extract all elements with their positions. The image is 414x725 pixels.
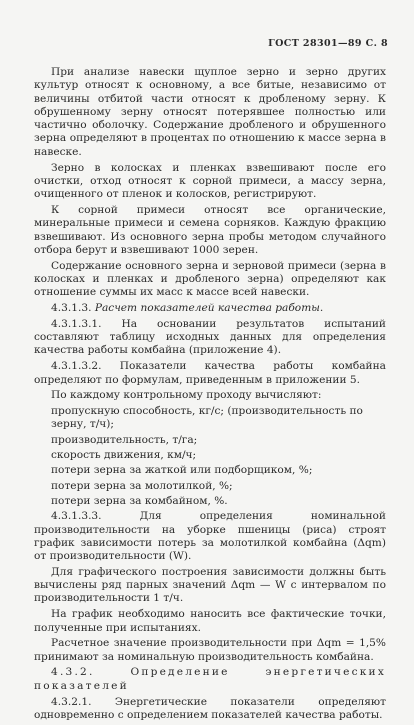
paragraph-sample-analysis: При анализе навески щуплое зерно и зерно других культур относят к основному, а все битые, независимо от величины отбитой части относят к дробленому зерну. К обрушенному зерну относят потерявшее полностью или частично оболочку. Содержание дробленого и обрушенного зерна определяют в процентах по отношению к массе зерна в навеске. [34, 66, 386, 158]
paragraph-control-pass: По каждому контрольному проходу вычисляют: [51, 389, 322, 402]
paragraph-4-3-1-3-2: 4.3.1.3.2. Показатели качества работы комбайна определяют по формулам, приведенным в приложении 5. [34, 360, 386, 386]
paragraph-4-3-2-1: 4.3.2.1. Энергетические показатели определяют одновременно с определением показателей качества работы. [34, 695, 386, 721]
paragraph-4-3-1-3-1: 4.3.1.3.1. На основании результатов испытаний составляют таблицу исходных данных для определения качества работы комбайна (приложение 4). [34, 317, 386, 357]
list-item: потери зерна за комбайном, %. [51, 494, 228, 507]
paragraph-graph-construction: Для графического построения зависимости должны быть вычислены ряд парных значений Δqm — W с интервалом по производительности 1 т/ч. [34, 565, 386, 605]
list-item: потери зерна за молотилкой, %; [51, 479, 233, 492]
paragraph-4-3-1-3-3: 4.3.1.3.3. Для определения номинальной производительности на уборке пшеницы (риса) строят график зависимости потерь за молотилкой комбайна (Δqm) от производительности (W). [34, 510, 386, 563]
section-heading-4-3-2: 4.3.2. Определение энергетических показателей [34, 666, 386, 692]
section-number: 4.3.1.3. [51, 302, 95, 315]
list-item: производительность, т/га; [51, 433, 198, 446]
list-item: пропускную способность, кг/с; (производительность по зерну, т/ч); [51, 405, 363, 431]
section-title: Расчет показателей качества работы. [94, 302, 324, 315]
paragraph-weed-impurity: К сорной примеси относят все органические, минеральные примеси и семена сорняков. Каждую фракцию взвешивают. Из основного зерна пробы методом случайного отбора берут и взвешивают 1000 зерен. [34, 203, 386, 256]
page-header: ГОСТ 28301—89 С. 8 [268, 38, 388, 49]
section-heading-4-3-1-3 [34, 302, 386, 315]
list-item: скорость движения, км/ч; [51, 449, 197, 462]
paragraph-nominal-calc: Расчетное значение производительности при Δqm = 1,5% принимают за номинальную производительность комбайна. [34, 637, 386, 663]
document-body [34, 66, 386, 725]
calculated-values-list [34, 405, 386, 508]
paragraph-grain-in-ears: Зерно в колосках и пленках взвешивают после его очистки, отход относят к сорной примеси, а массу зерна, очищенного от пленок и колосков, регистрируют. [34, 161, 386, 201]
paragraph-content-ratio: Содержание основного зерна и зерновой примеси (зерна в колосках и пленках и дробленого зерна) определяют как отношение суммы их масс к массе всей навески. [34, 259, 386, 299]
list-item: потери зерна за жаткой или подборщиком, %; [51, 464, 313, 477]
paragraph-graph-points: На график необходимо наносить все фактические точки, полученные при испытаниях. [34, 608, 386, 634]
